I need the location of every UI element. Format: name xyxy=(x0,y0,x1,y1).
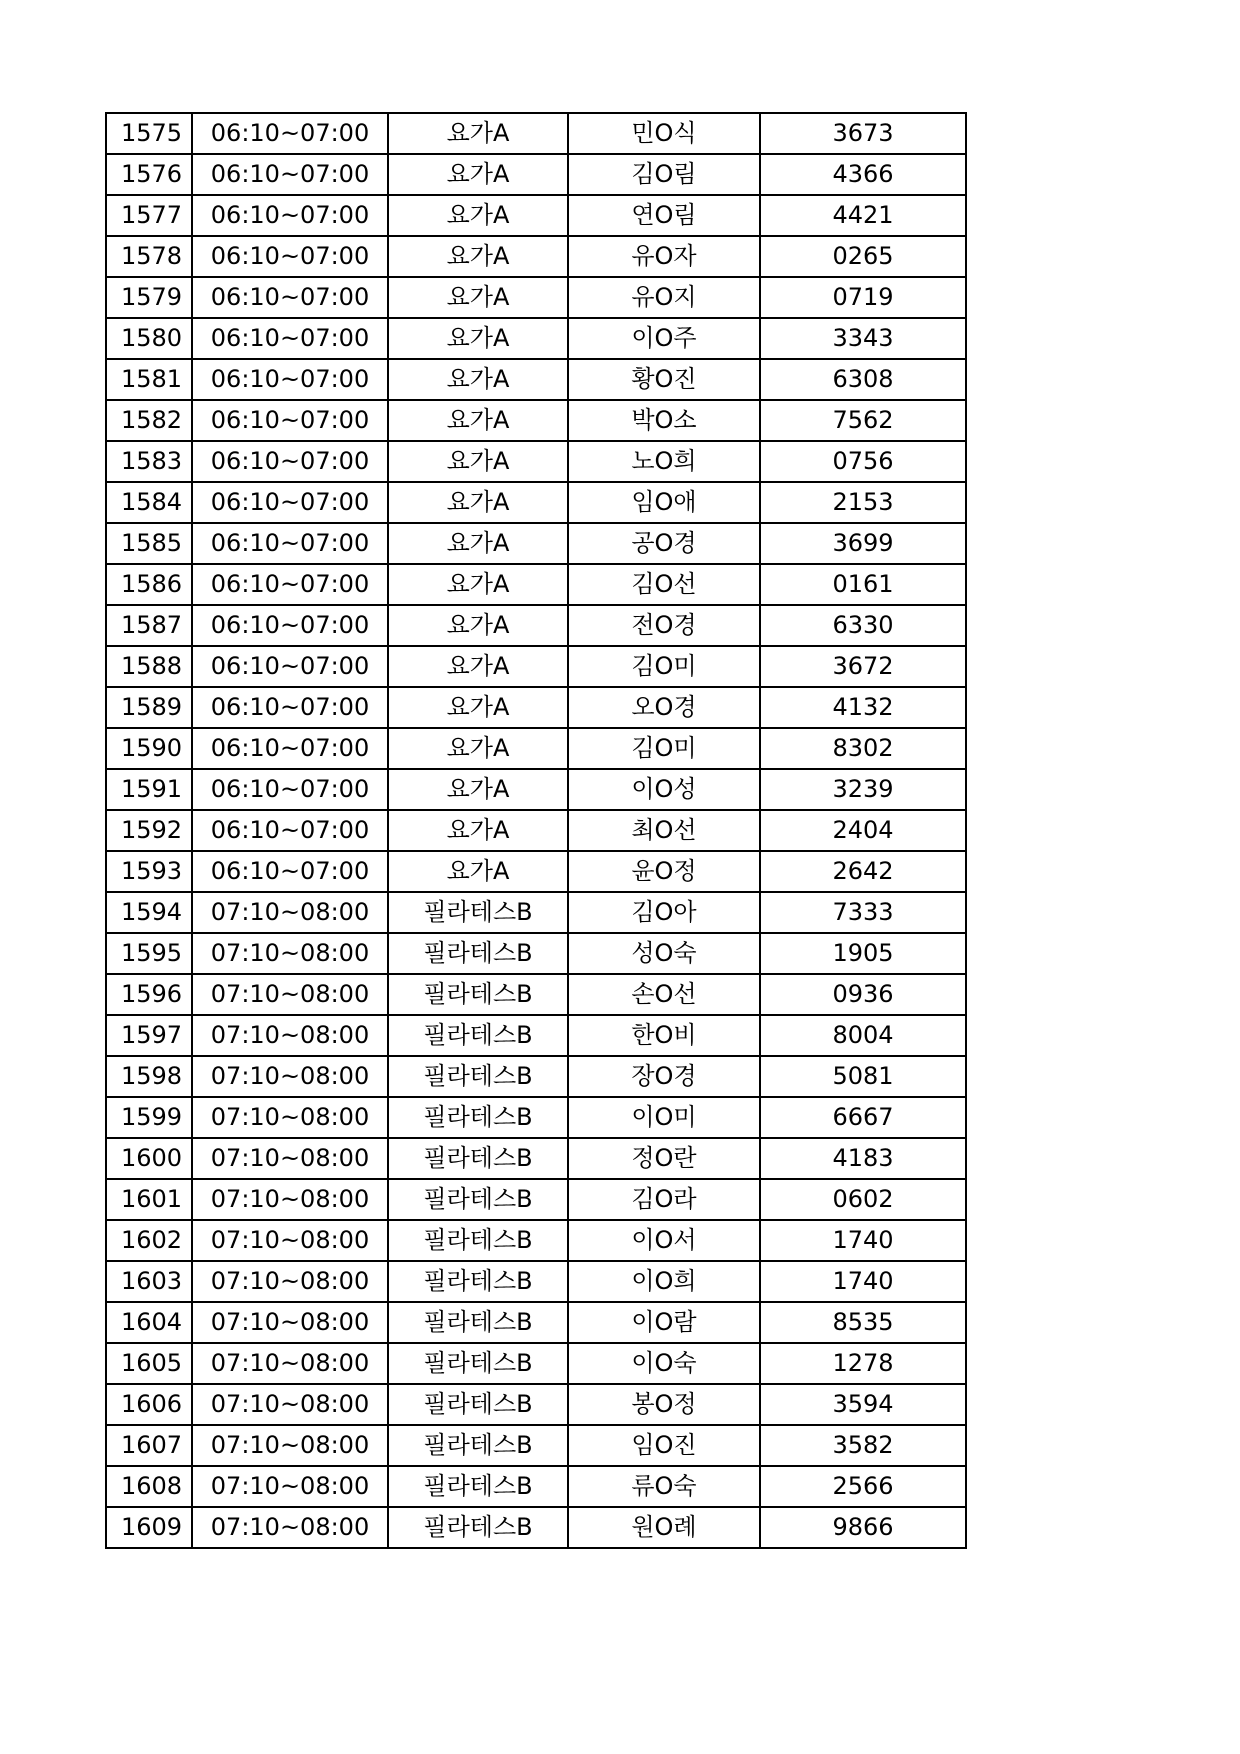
table-row xyxy=(106,892,966,933)
row-number-cell: 1590 xyxy=(106,728,192,769)
name-cell: 한O비 xyxy=(568,1015,760,1056)
name-cell: 손O선 xyxy=(568,974,760,1015)
phone-digits-cell: 0265 xyxy=(760,236,966,277)
row-number-cell: 1577 xyxy=(106,195,192,236)
class-cell: 요가A xyxy=(388,769,568,810)
row-number-cell: 1580 xyxy=(106,318,192,359)
phone-digits-cell: 4366 xyxy=(760,154,966,195)
class-cell: 필라테스B xyxy=(388,1425,568,1466)
time-cell: 06:10~07:00 xyxy=(192,564,388,605)
row-number-cell: 1586 xyxy=(106,564,192,605)
phone-digits-cell: 3699 xyxy=(760,523,966,564)
time-cell: 06:10~07:00 xyxy=(192,359,388,400)
phone-digits-cell: 7333 xyxy=(760,892,966,933)
phone-digits-cell: 2566 xyxy=(760,1466,966,1507)
name-cell: 이O성 xyxy=(568,769,760,810)
phone-digits-cell: 1278 xyxy=(760,1343,966,1384)
row-number-cell: 1603 xyxy=(106,1261,192,1302)
table-body xyxy=(106,113,966,1548)
name-cell: 이O서 xyxy=(568,1220,760,1261)
name-cell: 김O선 xyxy=(568,564,760,605)
time-cell: 06:10~07:00 xyxy=(192,318,388,359)
time-cell: 07:10~08:00 xyxy=(192,1302,388,1343)
row-number-cell: 1587 xyxy=(106,605,192,646)
name-cell: 김O미 xyxy=(568,646,760,687)
table-row xyxy=(106,687,966,728)
phone-digits-cell: 9866 xyxy=(760,1507,966,1548)
phone-digits-cell: 3673 xyxy=(760,113,966,154)
class-cell: 요가A xyxy=(388,523,568,564)
name-cell: 임O진 xyxy=(568,1425,760,1466)
time-cell: 06:10~07:00 xyxy=(192,605,388,646)
table-row xyxy=(106,523,966,564)
name-cell: 오O경 xyxy=(568,687,760,728)
time-cell: 07:10~08:00 xyxy=(192,974,388,1015)
class-cell: 요가A xyxy=(388,851,568,892)
class-cell: 필라테스B xyxy=(388,1466,568,1507)
name-cell: 공O경 xyxy=(568,523,760,564)
table-row xyxy=(106,1343,966,1384)
time-cell: 06:10~07:00 xyxy=(192,687,388,728)
class-cell: 요가A xyxy=(388,318,568,359)
row-number-cell: 1585 xyxy=(106,523,192,564)
phone-digits-cell: 6667 xyxy=(760,1097,966,1138)
class-cell: 요가A xyxy=(388,646,568,687)
class-cell: 필라테스B xyxy=(388,892,568,933)
name-cell: 김O라 xyxy=(568,1179,760,1220)
row-number-cell: 1606 xyxy=(106,1384,192,1425)
row-number-cell: 1600 xyxy=(106,1138,192,1179)
time-cell: 06:10~07:00 xyxy=(192,400,388,441)
phone-digits-cell: 0719 xyxy=(760,277,966,318)
class-cell: 요가A xyxy=(388,113,568,154)
time-cell: 07:10~08:00 xyxy=(192,1507,388,1548)
class-cell: 요가A xyxy=(388,236,568,277)
time-cell: 07:10~08:00 xyxy=(192,933,388,974)
name-cell: 최O선 xyxy=(568,810,760,851)
table-row xyxy=(106,1261,966,1302)
table-row xyxy=(106,359,966,400)
phone-digits-cell: 8004 xyxy=(760,1015,966,1056)
table-row xyxy=(106,1179,966,1220)
phone-digits-cell: 1740 xyxy=(760,1220,966,1261)
phone-digits-cell: 0161 xyxy=(760,564,966,605)
phone-digits-cell: 3672 xyxy=(760,646,966,687)
table-row xyxy=(106,482,966,523)
table-row xyxy=(106,769,966,810)
time-cell: 06:10~07:00 xyxy=(192,195,388,236)
table-row xyxy=(106,318,966,359)
phone-digits-cell: 6308 xyxy=(760,359,966,400)
phone-digits-cell: 1905 xyxy=(760,933,966,974)
row-number-cell: 1605 xyxy=(106,1343,192,1384)
table-row xyxy=(106,400,966,441)
table-row xyxy=(106,1220,966,1261)
class-cell: 필라테스B xyxy=(388,1507,568,1548)
name-cell: 김O림 xyxy=(568,154,760,195)
name-cell: 성O숙 xyxy=(568,933,760,974)
row-number-cell: 1597 xyxy=(106,1015,192,1056)
time-cell: 06:10~07:00 xyxy=(192,236,388,277)
name-cell: 이O람 xyxy=(568,1302,760,1343)
row-number-cell: 1582 xyxy=(106,400,192,441)
phone-digits-cell: 2642 xyxy=(760,851,966,892)
name-cell: 전O경 xyxy=(568,605,760,646)
class-cell: 필라테스B xyxy=(388,1097,568,1138)
table-row xyxy=(106,1015,966,1056)
name-cell: 유O지 xyxy=(568,277,760,318)
name-cell: 노O희 xyxy=(568,441,760,482)
time-cell: 07:10~08:00 xyxy=(192,1466,388,1507)
name-cell: 이O주 xyxy=(568,318,760,359)
table-row xyxy=(106,1466,966,1507)
name-cell: 김O아 xyxy=(568,892,760,933)
row-number-cell: 1599 xyxy=(106,1097,192,1138)
time-cell: 06:10~07:00 xyxy=(192,646,388,687)
class-cell: 요가A xyxy=(388,687,568,728)
phone-digits-cell: 0756 xyxy=(760,441,966,482)
time-cell: 07:10~08:00 xyxy=(192,1097,388,1138)
time-cell: 07:10~08:00 xyxy=(192,1384,388,1425)
table-row xyxy=(106,154,966,195)
table-row xyxy=(106,277,966,318)
phone-digits-cell: 0936 xyxy=(760,974,966,1015)
class-cell: 필라테스B xyxy=(388,933,568,974)
phone-digits-cell: 4183 xyxy=(760,1138,966,1179)
name-cell: 연O림 xyxy=(568,195,760,236)
class-cell: 필라테스B xyxy=(388,1138,568,1179)
class-cell: 요가A xyxy=(388,277,568,318)
name-cell: 유O자 xyxy=(568,236,760,277)
row-number-cell: 1588 xyxy=(106,646,192,687)
class-cell: 요가A xyxy=(388,154,568,195)
time-cell: 06:10~07:00 xyxy=(192,523,388,564)
table-row xyxy=(106,113,966,154)
table-row xyxy=(106,1425,966,1466)
class-cell: 요가A xyxy=(388,400,568,441)
table-row xyxy=(106,646,966,687)
class-cell: 요가A xyxy=(388,810,568,851)
table-row xyxy=(106,1138,966,1179)
class-cell: 요가A xyxy=(388,359,568,400)
phone-digits-cell: 8535 xyxy=(760,1302,966,1343)
phone-digits-cell: 0602 xyxy=(760,1179,966,1220)
name-cell: 정O란 xyxy=(568,1138,760,1179)
time-cell: 07:10~08:00 xyxy=(192,1343,388,1384)
class-cell: 요가A xyxy=(388,564,568,605)
time-cell: 06:10~07:00 xyxy=(192,441,388,482)
table-row xyxy=(106,564,966,605)
row-number-cell: 1578 xyxy=(106,236,192,277)
table-row xyxy=(106,441,966,482)
row-number-cell: 1598 xyxy=(106,1056,192,1097)
phone-digits-cell: 3239 xyxy=(760,769,966,810)
phone-digits-cell: 7562 xyxy=(760,400,966,441)
row-number-cell: 1579 xyxy=(106,277,192,318)
row-number-cell: 1593 xyxy=(106,851,192,892)
table-row xyxy=(106,236,966,277)
class-cell: 요가A xyxy=(388,441,568,482)
time-cell: 07:10~08:00 xyxy=(192,1220,388,1261)
row-number-cell: 1576 xyxy=(106,154,192,195)
time-cell: 07:10~08:00 xyxy=(192,1015,388,1056)
phone-digits-cell: 1740 xyxy=(760,1261,966,1302)
phone-digits-cell: 4421 xyxy=(760,195,966,236)
time-cell: 06:10~07:00 xyxy=(192,851,388,892)
time-cell: 06:10~07:00 xyxy=(192,154,388,195)
time-cell: 06:10~07:00 xyxy=(192,810,388,851)
table-row xyxy=(106,728,966,769)
row-number-cell: 1589 xyxy=(106,687,192,728)
phone-digits-cell: 2153 xyxy=(760,482,966,523)
row-number-cell: 1609 xyxy=(106,1507,192,1548)
row-number-cell: 1607 xyxy=(106,1425,192,1466)
class-cell: 필라테스B xyxy=(388,974,568,1015)
table-row xyxy=(106,851,966,892)
class-cell: 요가A xyxy=(388,195,568,236)
class-cell: 필라테스B xyxy=(388,1220,568,1261)
name-cell: 이O숙 xyxy=(568,1343,760,1384)
table-row xyxy=(106,1384,966,1425)
row-number-cell: 1608 xyxy=(106,1466,192,1507)
name-cell: 원O례 xyxy=(568,1507,760,1548)
class-cell: 요가A xyxy=(388,482,568,523)
time-cell: 07:10~08:00 xyxy=(192,1261,388,1302)
phone-digits-cell: 3582 xyxy=(760,1425,966,1466)
row-number-cell: 1592 xyxy=(106,810,192,851)
table-row xyxy=(106,1056,966,1097)
name-cell: 윤O정 xyxy=(568,851,760,892)
row-number-cell: 1596 xyxy=(106,974,192,1015)
time-cell: 06:10~07:00 xyxy=(192,277,388,318)
name-cell: 이O희 xyxy=(568,1261,760,1302)
time-cell: 07:10~08:00 xyxy=(192,892,388,933)
row-number-cell: 1595 xyxy=(106,933,192,974)
class-cell: 요가A xyxy=(388,728,568,769)
name-cell: 봉O정 xyxy=(568,1384,760,1425)
row-number-cell: 1583 xyxy=(106,441,192,482)
name-cell: 황O진 xyxy=(568,359,760,400)
name-cell: 류O숙 xyxy=(568,1466,760,1507)
table-row xyxy=(106,933,966,974)
row-number-cell: 1601 xyxy=(106,1179,192,1220)
row-number-cell: 1581 xyxy=(106,359,192,400)
name-cell: 민O식 xyxy=(568,113,760,154)
time-cell: 07:10~08:00 xyxy=(192,1138,388,1179)
time-cell: 06:10~07:00 xyxy=(192,728,388,769)
table-row xyxy=(106,1302,966,1343)
class-cell: 필라테스B xyxy=(388,1261,568,1302)
class-cell: 필라테스B xyxy=(388,1179,568,1220)
table-row xyxy=(106,810,966,851)
row-number-cell: 1604 xyxy=(106,1302,192,1343)
name-cell: 임O애 xyxy=(568,482,760,523)
time-cell: 06:10~07:00 xyxy=(192,769,388,810)
time-cell: 07:10~08:00 xyxy=(192,1179,388,1220)
time-cell: 06:10~07:00 xyxy=(192,113,388,154)
name-cell: 김O미 xyxy=(568,728,760,769)
phone-digits-cell: 5081 xyxy=(760,1056,966,1097)
class-cell: 필라테스B xyxy=(388,1056,568,1097)
row-number-cell: 1594 xyxy=(106,892,192,933)
phone-digits-cell: 2404 xyxy=(760,810,966,851)
table-row xyxy=(106,1097,966,1138)
class-cell: 필라테스B xyxy=(388,1343,568,1384)
time-cell: 07:10~08:00 xyxy=(192,1056,388,1097)
row-number-cell: 1584 xyxy=(106,482,192,523)
row-number-cell: 1591 xyxy=(106,769,192,810)
class-cell: 필라테스B xyxy=(388,1384,568,1425)
time-cell: 06:10~07:00 xyxy=(192,482,388,523)
name-cell: 장O경 xyxy=(568,1056,760,1097)
phone-digits-cell: 8302 xyxy=(760,728,966,769)
table-row xyxy=(106,195,966,236)
table-row xyxy=(106,1507,966,1548)
class-cell: 요가A xyxy=(388,605,568,646)
class-cell: 필라테스B xyxy=(388,1302,568,1343)
name-cell: 이O미 xyxy=(568,1097,760,1138)
registration-table xyxy=(105,112,967,1549)
row-number-cell: 1602 xyxy=(106,1220,192,1261)
row-number-cell: 1575 xyxy=(106,113,192,154)
time-cell: 07:10~08:00 xyxy=(192,1425,388,1466)
class-cell: 필라테스B xyxy=(388,1015,568,1056)
phone-digits-cell: 4132 xyxy=(760,687,966,728)
table-row xyxy=(106,974,966,1015)
phone-digits-cell: 3343 xyxy=(760,318,966,359)
phone-digits-cell: 3594 xyxy=(760,1384,966,1425)
table-row xyxy=(106,605,966,646)
name-cell: 박O소 xyxy=(568,400,760,441)
phone-digits-cell: 6330 xyxy=(760,605,966,646)
